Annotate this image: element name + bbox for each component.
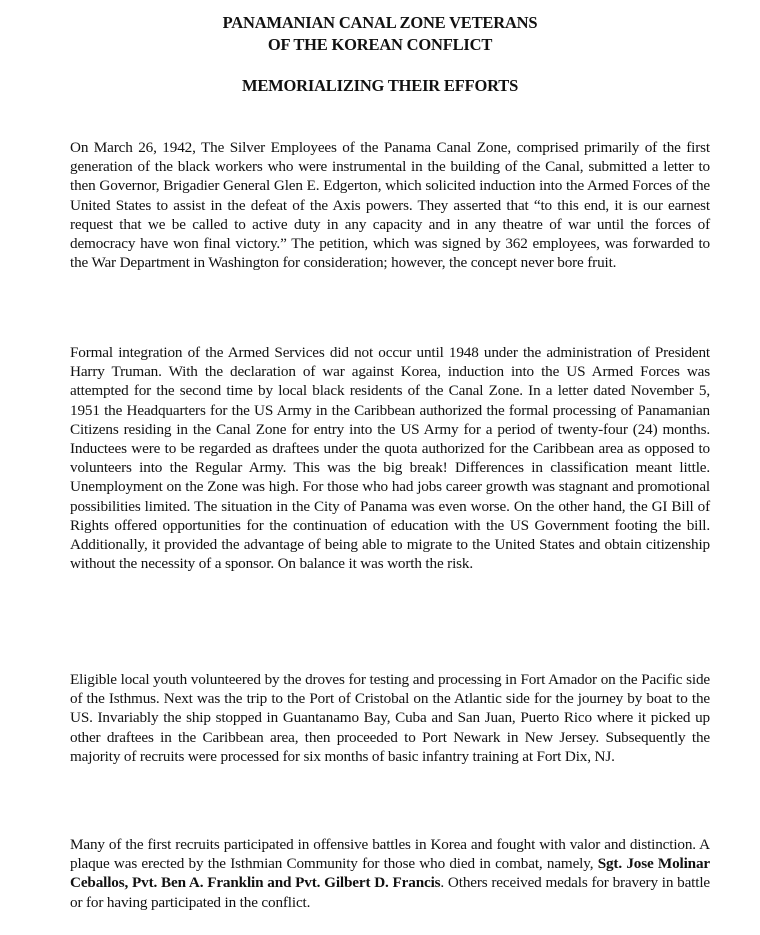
honored-names: Sgt. Jose Molinar Ceballos, Pvt. Ben A. Franklin and Pvt. Gilbert D. Francis — [70, 855, 710, 892]
document-title-line-1: PANAMANIAN CANAL ZONE VETERANS — [222, 13, 538, 32]
paragraph-2: Formal integration of the Armed Services did not occur until 1948 under the administration of President Harry Truman. With the declaration of war against Korea, induction into the US Armed Forces was attempted for the second time by local black residents of the Canal Zone. In a letter dated November 5, 1951 the Headquarters for the US Army in the Caribbean authorized the formal processing of Panamanian Citizens residing in the Canal Zone for entry into the US Army for a period of twenty-four (24) months. Inductees were to be regarded as draftees under the quota authorized for the Caribbean area as opposed to volunteers into the Regular Army. This was the big break! Differences in classification meant little. Unemployment on the Zone was high. For those who had jobs career growth was stagnant and promotional possibilities limited. The situation in the City of Panama was even worse. On the other hand, the GI Bill of Rights offered opportunities for the continuation of education with the US Government footing the bill. Additionally, it provided the advantage of being able to migrate to the United States and obtain citizenship without the necessity of a sponsor. On balance it was worth the risk. — [70, 344, 710, 573]
paragraph-4 — [70, 835, 710, 912]
paragraph-4-text-before: Many of the first recruits participated in offensive battles in Korea and fought with valor and distinction. A plaque was erected by the Isthmian Community for those who died in combat, namely, — [70, 836, 710, 873]
paragraph-1: On March 26, 1942, The Silver Employees of the Panama Canal Zone, comprised primarily of the first generation of the black workers who were instrumental in the building of the Canal, submitted a letter to then Governor, Brigadier General Glen E. Edgerton, which solicited induction into the Armed Forces of the United States to assist in the defeat of the Axis powers. They asserted that “to this end, it is our earnest request that we be called to active duty in any capacity and in any theatre of war until the forces of democracy have won final victory.” The petition, which was signed by 362 employees, was forwarded to the War Department in Washington for consideration; however, the concept never bore fruit. — [70, 139, 710, 272]
paragraph-3: Eligible local youth volunteered by the droves for testing and processing in Fort Amador on the Pacific side of the Isthmus. Next was the trip to the Port of Cristobal on the Atlantic side for the journey by boat to the US. Invariably the ship stopped in Guantanamo Bay, Cuba and San Juan, Puerto Rico where it picked up other draftees in the Caribbean area, then proceeded to Port Newark in New Jersey. Subsequently the majority of recruits were processed for six months of basic infantry training at Fort Dix, NJ. — [70, 671, 710, 765]
paragraph-4-text-after: . Others received medals for bravery in battle or for having participated in the conflict. — [70, 874, 710, 911]
document-title-line-2: OF THE KOREAN CONFLICT — [267, 35, 493, 54]
document-subtitle: MEMORIALIZING THEIR EFFORTS — [241, 76, 519, 95]
